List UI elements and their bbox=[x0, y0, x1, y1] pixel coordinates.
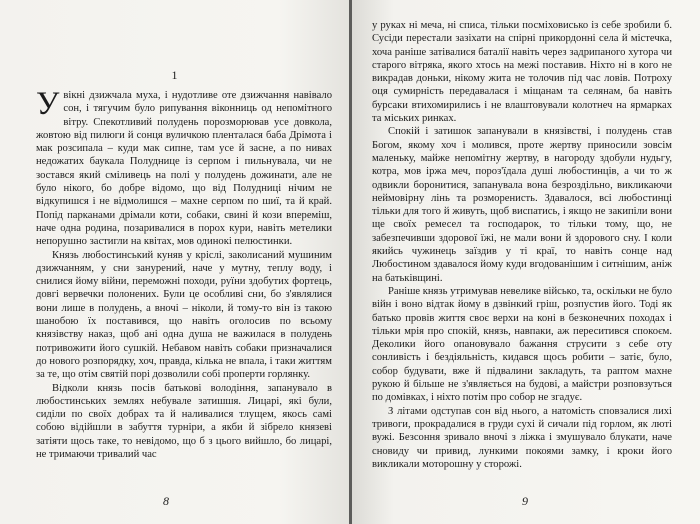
page-number-right: 9 bbox=[522, 494, 528, 508]
paragraph-1 bbox=[36, 86, 332, 249]
paragraph-1-text: вікні дзижчала муха, і нудотливе оте дзижчання навівало сон, і тягучим було рипування віконниць од непомітного вітру. Спекотливий полудень порозморював усе довкола, жовтою від пилюги й сонця вуличкою пленталася баба Дрімота і мак розсипала – куди мак сипне, там усе й засне, а по нивах недожатих баукала Полуднице із серпом і пильнувала, чи не зостався який сміливець на полі у полудень дожинати, але не було нікого, бо добре відомо, що від Полудниці нічим не відкупишся і не відмолишся – махне серпом по шиї, та й край. Попід парканами дрімали коти, собаки, свині й кози впереміш, наче одна родина, позаривалися в порох кури, навіть метелики непорушно застигли на квітах, мов одинокі пелюстинки. bbox=[36, 90, 332, 248]
left-page-text bbox=[36, 86, 332, 461]
chapter-number: 1 bbox=[171, 68, 178, 82]
paragraph-5: Раніше князь утримував невелике військо, та, оскільки не було війн і воно відтак йому в дзвінкий гріш, розпустив його. Тоді як батько провів життя своє верхи на коні в безконечних походах і тільки мрія про спокій, князь, навпаки, аж переситився спокоєм. Деколики його опановувало бажання струсити з себе оту сонливість і бездіяльність, кидався щось робити – затіє, було, собор будувати, вже й підвалини закладуть, та раптом махне рукою й більше не з'являється на будові, а майстри розповзуться по домівках, і ніхто потім про собор не згадує. bbox=[372, 285, 672, 404]
paragraph-continued: у руках ні меча, ні списа, тільки посміховисько із себе зробили б. Сусіди перестали зазіхати на спірні прикордонні села й містечка, хоча раніше затівалися баталії навіть через задрипаного хутора чи старого вітряка, якого хтось на межі поставив. Ніхто ні в кого не викрадав доньки, нікому жита не толочив під час ловів. Потроху оця сумирність передавалася і міщанам та селянам, ба навіть бурсаки втихомирились і не влаштовували колотнеч на ярмарках та міських ринках. bbox=[372, 20, 672, 125]
drop-cap: У bbox=[36, 86, 60, 122]
paragraph-4: Спокій і затишок запанували в князівстві, і полудень став Богом, якому хоч і молився, проте жертву приносили зовсім маленьку, майже непомітну жертву, в нагороду здобули нудьгу, котра, мов іржа меч, пороз'їдала душі любостинців, а чи то ж одвикли боронитися, запанувала вона безроздільно, викликаючи неймовірну лінь та розморенисть. Здавалося, всі любостинці тільки для того й живуть, щоб виспатись, і якщо не закипіли вони ще своїх ремесел та господарок, то тільки тому, що, не забезпечивши здорової їжі, не мали вони й здорового сну. І коли якийсь чужинець заїздив у ті краї, то навіть сонце над Любостином здавалося йому куди вгодованішим і ситнішим, аніж на батьківщині. bbox=[372, 126, 672, 284]
right-page bbox=[352, 0, 700, 524]
left-page bbox=[0, 0, 349, 524]
paragraph-3: Відколи князь посів батькові володіння, запанувало в любостинських землях небувале затишшя. Лицарі, які були, сиділи по своїх добрах та й наливалися тлущем, якось самі собою відійшли в забуття турніри, а якби й зібрело князеві затіяти щось таке, то невідомо, що б з цього вийшло, бо лицарі, не тримаючи тривалий час bbox=[36, 382, 332, 461]
page-number-left: 8 bbox=[163, 494, 169, 508]
paragraph-2: Князь любостинський куняв у кріслі, заколисаний мушиним дзижчанням, у сни занурений, наче у мутну, теплу воду, і снилися йому війни, переможні походи, руїни здобутих фортець, довгі вервечки полонених. Були це особливі сни, бо з'являлися вони лише в полудень, а вночі – ніколи, й тому-то він із такою шанобою їх поставився, що навіть оголосив по всьому князівству наказ, щоб ані одна душа не важилася в полудень потривожити його сушкій. Небавом навіть собаки призначалися до нового розпорядку, хоч, правда, кілька не впала, і таки життям за те, що отім святій порі дозволили собі проперти горлянку. bbox=[36, 249, 332, 381]
right-page-text bbox=[372, 19, 672, 471]
paragraph-6: З літами одступав сон від нього, а натомість сповзалися лихі тривоги, прокрадалися в груди сухі й сичали під горлом, як люті вужі. Безсоння зривало вночі з ліжка і змушувало блукати, наче сновиду чи привид, лункими покоями замку, і кроки його викликали моторошну у сторожі. bbox=[372, 405, 672, 470]
